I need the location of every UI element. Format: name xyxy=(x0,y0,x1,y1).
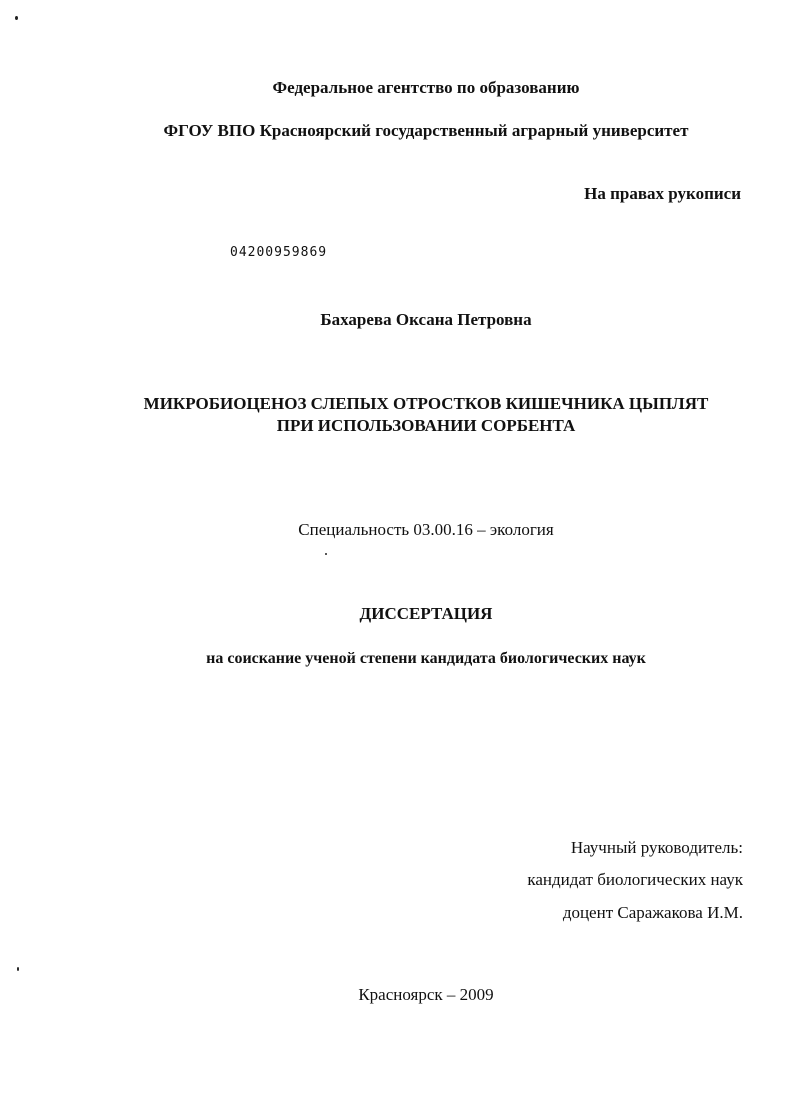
scan-speck xyxy=(325,553,327,555)
title-line-1: МИКРОБИОЦЕНОЗ СЛЕПЫХ ОТРОСТКОВ КИШЕЧНИКА ЦЫПЛЯТ xyxy=(143,394,709,413)
university-name: ФГОУ ВПО Красноярский государственный аграрный университет xyxy=(163,121,689,140)
supervisor-degree: кандидат биологических наук xyxy=(527,870,743,889)
city-year: Красноярск – 2009 xyxy=(358,985,494,1004)
title-line-2: ПРИ ИСПОЛЬЗОВАНИИ СОРБЕНТА xyxy=(276,416,576,435)
manuscript-note: На правах рукописи xyxy=(584,184,741,203)
scan-speck xyxy=(15,16,18,20)
document-type: ДИССЕРТАЦИЯ xyxy=(359,604,493,623)
specialty: Специальность 03.00.16 – экология xyxy=(298,520,554,539)
author-name: Бахарева Оксана Петровна xyxy=(320,310,532,329)
supervisor-label: Научный руководитель: xyxy=(570,838,743,857)
degree-description: на соискание ученой степени кандидата биологических наук xyxy=(206,650,646,667)
dissertation-title xyxy=(52,393,799,437)
agency-name: Федеральное агентство по образованию xyxy=(272,78,580,97)
scan-speck xyxy=(17,967,19,971)
supervisor-name: доцент Саражакова И.М. xyxy=(562,903,743,922)
archive-number: 04200959869 xyxy=(230,245,328,260)
